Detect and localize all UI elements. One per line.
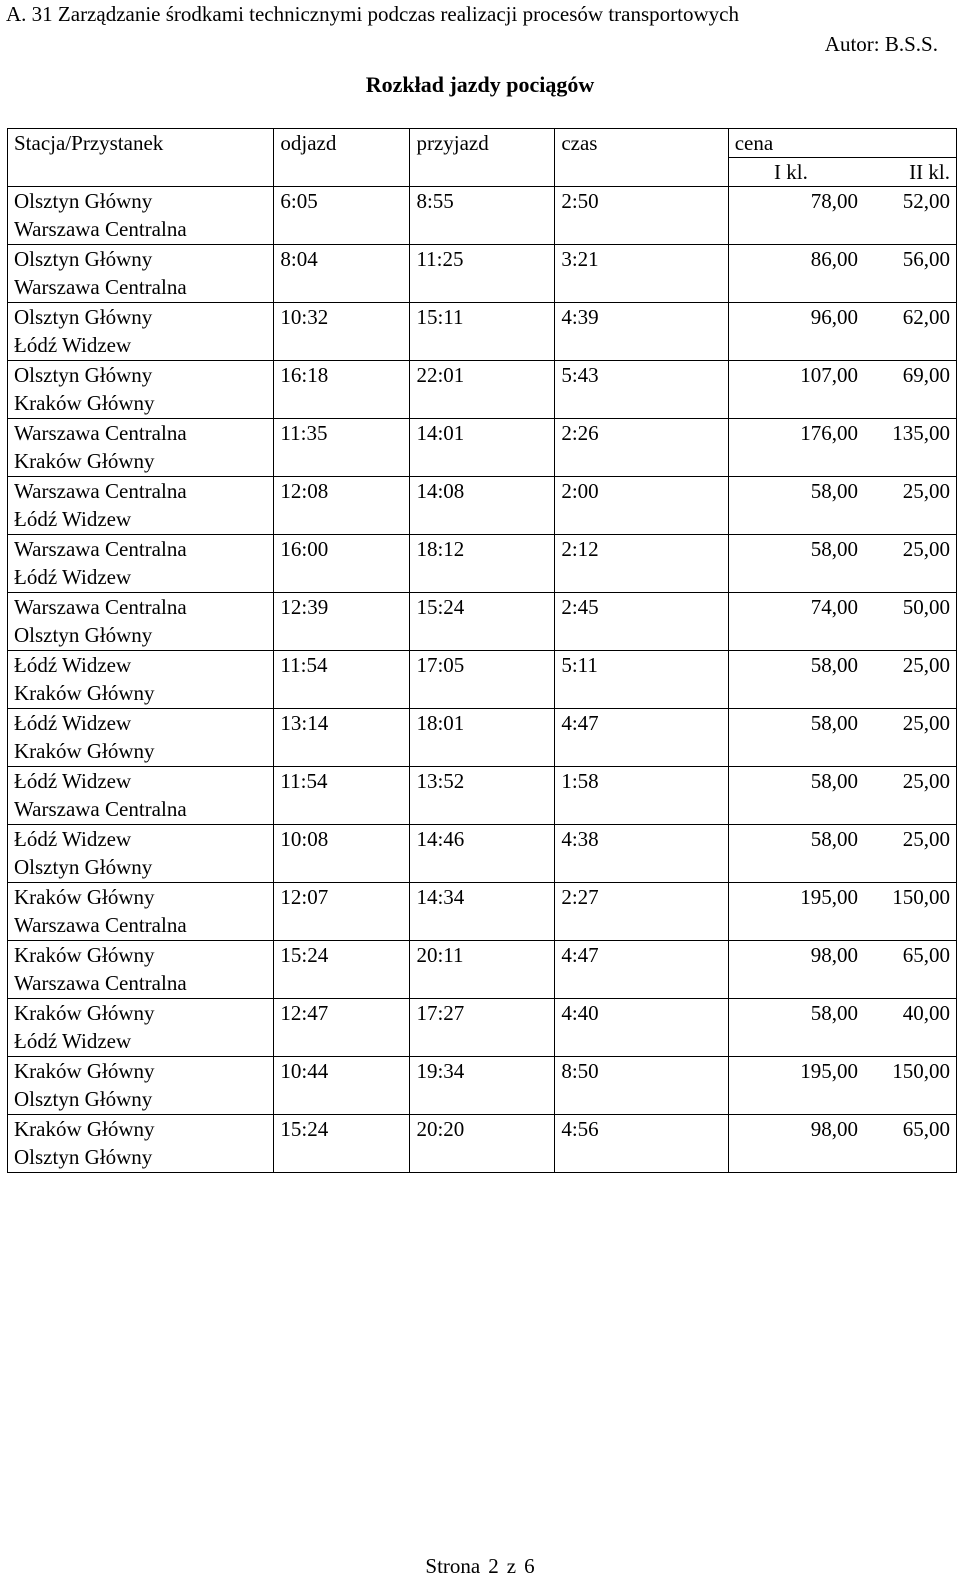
cell-price [728, 941, 956, 999]
cell-departure: 12:47 [274, 999, 410, 1057]
column-header-class1: I kl. [774, 160, 808, 184]
cell-departure: 10:32 [274, 303, 410, 361]
column-header-price [728, 129, 956, 158]
route-to: Warszawa Centralna [14, 971, 187, 995]
route-from: Kraków Główny [14, 1059, 155, 1083]
cell-duration: 3:21 [555, 245, 728, 303]
route-to: Olsztyn Główny [14, 1087, 153, 1111]
price-class1: 58,00 [810, 769, 858, 793]
footer-page-word: Strona [425, 1554, 481, 1578]
price-class2: 56,00 [902, 247, 950, 271]
price-class1: 58,00 [810, 653, 858, 677]
cell-price [728, 825, 956, 883]
cell-arrival: 15:11 [410, 303, 555, 361]
cell-route [8, 883, 274, 941]
route-to: Łódź Widzew [14, 1029, 132, 1053]
route-to: Warszawa Centralna [14, 797, 187, 821]
price-class1: 107,00 [800, 363, 858, 387]
footer-total-pages: 6 [524, 1554, 535, 1578]
price-class1: 58,00 [810, 1001, 858, 1025]
cell-route [8, 1115, 274, 1173]
cell-arrival: 8:55 [410, 187, 555, 245]
footer-page-number: 2 [488, 1554, 499, 1578]
table-row [8, 535, 957, 593]
cell-route [8, 187, 274, 245]
table-header-row [8, 129, 957, 158]
cell-price [728, 1115, 956, 1173]
footer-of-word: z [506, 1554, 517, 1578]
cell-route [8, 767, 274, 825]
column-header-station-label: Stacja/Przystanek [14, 131, 164, 155]
price-class1: 176,00 [800, 421, 858, 445]
table-row [8, 767, 957, 825]
cell-duration: 1:58 [555, 767, 728, 825]
price-class1: 98,00 [810, 943, 858, 967]
route-to: Kraków Główny [14, 449, 155, 473]
cell-departure: 15:24 [274, 941, 410, 999]
cell-duration: 2:27 [555, 883, 728, 941]
route-to: Warszawa Centralna [14, 275, 187, 299]
route-from: Kraków Główny [14, 943, 155, 967]
cell-departure: 10:44 [274, 1057, 410, 1115]
cell-route [8, 709, 274, 767]
table-row [8, 361, 957, 419]
column-header-departure-label: odjazd [280, 131, 337, 155]
column-header-station [8, 129, 274, 187]
cell-arrival: 17:05 [410, 651, 555, 709]
table-row [8, 303, 957, 361]
route-from: Warszawa Centralna [14, 421, 187, 445]
cell-route [8, 593, 274, 651]
cell-duration: 2:26 [555, 419, 728, 477]
route-to: Łódź Widzew [14, 565, 132, 589]
cell-duration: 4:47 [555, 941, 728, 999]
price-class1: 58,00 [810, 537, 858, 561]
table-row [8, 651, 957, 709]
table-row [8, 999, 957, 1057]
price-class2: 69,00 [902, 363, 950, 387]
route-to: Olsztyn Główny [14, 855, 153, 879]
cell-arrival: 18:12 [410, 535, 555, 593]
cell-price [728, 709, 956, 767]
cell-arrival: 19:34 [410, 1057, 555, 1115]
price-class1: 58,00 [810, 711, 858, 735]
route-from: Olsztyn Główny [14, 189, 153, 213]
cell-departure: 16:18 [274, 361, 410, 419]
price-class2: 150,00 [892, 885, 950, 909]
table-row [8, 593, 957, 651]
cell-route [8, 419, 274, 477]
route-from: Warszawa Centralna [14, 595, 187, 619]
cell-arrival: 18:01 [410, 709, 555, 767]
cell-duration: 4:40 [555, 999, 728, 1057]
price-class2: 65,00 [902, 943, 950, 967]
price-class1: 195,00 [800, 885, 858, 909]
cell-departure: 8:04 [274, 245, 410, 303]
cell-arrival: 14:34 [410, 883, 555, 941]
cell-arrival: 14:01 [410, 419, 555, 477]
price-class1: 86,00 [810, 247, 858, 271]
cell-departure: 6:05 [274, 187, 410, 245]
cell-route [8, 941, 274, 999]
route-from: Warszawa Centralna [14, 479, 187, 503]
column-header-duration [555, 129, 728, 187]
cell-departure: 12:07 [274, 883, 410, 941]
cell-route [8, 651, 274, 709]
price-class1: 58,00 [810, 827, 858, 851]
route-from: Olsztyn Główny [14, 305, 153, 329]
cell-departure: 11:35 [274, 419, 410, 477]
price-class1: 98,00 [810, 1117, 858, 1141]
cell-price [728, 1057, 956, 1115]
cell-duration: 4:38 [555, 825, 728, 883]
column-header-arrival-label: przyjazd [416, 131, 489, 155]
cell-duration: 2:45 [555, 593, 728, 651]
cell-price [728, 303, 956, 361]
cell-price [728, 651, 956, 709]
cell-price [728, 999, 956, 1057]
cell-duration: 2:12 [555, 535, 728, 593]
price-class1: 78,00 [810, 189, 858, 213]
price-class2: 65,00 [902, 1117, 950, 1141]
price-class1: 74,00 [810, 595, 858, 619]
price-class1: 58,00 [810, 479, 858, 503]
cell-departure: 12:08 [274, 477, 410, 535]
route-from: Łódź Widzew [14, 711, 132, 735]
column-header-price-label: cena [734, 131, 774, 155]
column-header-duration-label: czas [561, 131, 598, 155]
table-row [8, 419, 957, 477]
price-class2: 52,00 [902, 189, 950, 213]
route-from: Łódź Widzew [14, 653, 132, 677]
route-from: Łódź Widzew [14, 769, 132, 793]
price-class2: 40,00 [902, 1001, 950, 1025]
cell-route [8, 825, 274, 883]
cell-duration: 5:11 [555, 651, 728, 709]
price-class2: 62,00 [902, 305, 950, 329]
cell-duration: 4:47 [555, 709, 728, 767]
route-from: Olsztyn Główny [14, 247, 153, 271]
cell-duration: 2:50 [555, 187, 728, 245]
table-row [8, 1057, 957, 1115]
route-to: Kraków Główny [14, 681, 155, 705]
timetable [7, 128, 957, 1173]
table-row [8, 709, 957, 767]
cell-departure: 12:39 [274, 593, 410, 651]
cell-departure: 13:14 [274, 709, 410, 767]
cell-price [728, 477, 956, 535]
author-label: Autor: B.S.S. [824, 32, 938, 56]
price-class2: 25,00 [902, 479, 950, 503]
route-from: Łódź Widzew [14, 827, 132, 851]
cell-price [728, 883, 956, 941]
route-to: Łódź Widzew [14, 333, 132, 357]
cell-price [728, 419, 956, 477]
route-to: Olsztyn Główny [14, 623, 153, 647]
cell-arrival: 14:46 [410, 825, 555, 883]
cell-arrival: 20:11 [410, 941, 555, 999]
cell-arrival: 20:20 [410, 1115, 555, 1173]
cell-price [728, 361, 956, 419]
cell-price [728, 535, 956, 593]
table-row [8, 883, 957, 941]
cell-price [728, 187, 956, 245]
route-from: Kraków Główny [14, 1001, 155, 1025]
cell-duration: 4:56 [555, 1115, 728, 1173]
price-class2: 25,00 [902, 769, 950, 793]
cell-price [728, 245, 956, 303]
price-class2: 25,00 [902, 827, 950, 851]
cell-departure: 10:08 [274, 825, 410, 883]
cell-route [8, 361, 274, 419]
price-class2: 25,00 [902, 711, 950, 735]
table-row [8, 477, 957, 535]
column-header-class2: II kl. [909, 160, 950, 184]
cell-route [8, 245, 274, 303]
cell-arrival: 22:01 [410, 361, 555, 419]
cell-arrival: 11:25 [410, 245, 555, 303]
cell-departure: 11:54 [274, 767, 410, 825]
cell-duration: 2:00 [555, 477, 728, 535]
cell-route [8, 1057, 274, 1115]
cell-arrival: 17:27 [410, 999, 555, 1057]
route-to: Łódź Widzew [14, 507, 132, 531]
route-from: Kraków Główny [14, 885, 155, 909]
cell-price [728, 593, 956, 651]
cell-arrival: 15:24 [410, 593, 555, 651]
route-to: Kraków Główny [14, 391, 155, 415]
price-class2: 25,00 [902, 537, 950, 561]
cell-duration: 8:50 [555, 1057, 728, 1115]
table-row [8, 187, 957, 245]
column-header-classes [728, 158, 956, 187]
cell-duration: 5:43 [555, 361, 728, 419]
route-from: Olsztyn Główny [14, 363, 153, 387]
table-row [8, 245, 957, 303]
cell-departure: 11:54 [274, 651, 410, 709]
cell-departure: 15:24 [274, 1115, 410, 1173]
price-class2: 150,00 [892, 1059, 950, 1083]
cell-route [8, 303, 274, 361]
route-to: Warszawa Centralna [14, 217, 187, 241]
route-to: Warszawa Centralna [14, 913, 187, 937]
price-class2: 50,00 [902, 595, 950, 619]
column-header-arrival [410, 129, 555, 187]
cell-price [728, 767, 956, 825]
price-class1: 96,00 [810, 305, 858, 329]
price-class1: 195,00 [800, 1059, 858, 1083]
table-row [8, 1115, 957, 1173]
price-class2: 25,00 [902, 653, 950, 677]
route-from: Warszawa Centralna [14, 537, 187, 561]
table-row [8, 941, 957, 999]
column-header-departure [274, 129, 410, 187]
cell-arrival: 14:08 [410, 477, 555, 535]
page-footer [0, 1552, 960, 1580]
route-to: Kraków Główny [14, 739, 155, 763]
route-from: Kraków Główny [14, 1117, 155, 1141]
cell-duration: 4:39 [555, 303, 728, 361]
cell-route [8, 535, 274, 593]
price-class2: 135,00 [892, 421, 950, 445]
course-header: A. 31 Zarządzanie środkami technicznymi podczas realizacji procesów transportowych [6, 2, 739, 26]
cell-route [8, 999, 274, 1057]
route-to: Olsztyn Główny [14, 1145, 153, 1169]
cell-arrival: 13:52 [410, 767, 555, 825]
table-row [8, 825, 957, 883]
page-title: Rozkład jazdy pociągów [365, 72, 595, 97]
cell-departure: 16:00 [274, 535, 410, 593]
cell-route [8, 477, 274, 535]
